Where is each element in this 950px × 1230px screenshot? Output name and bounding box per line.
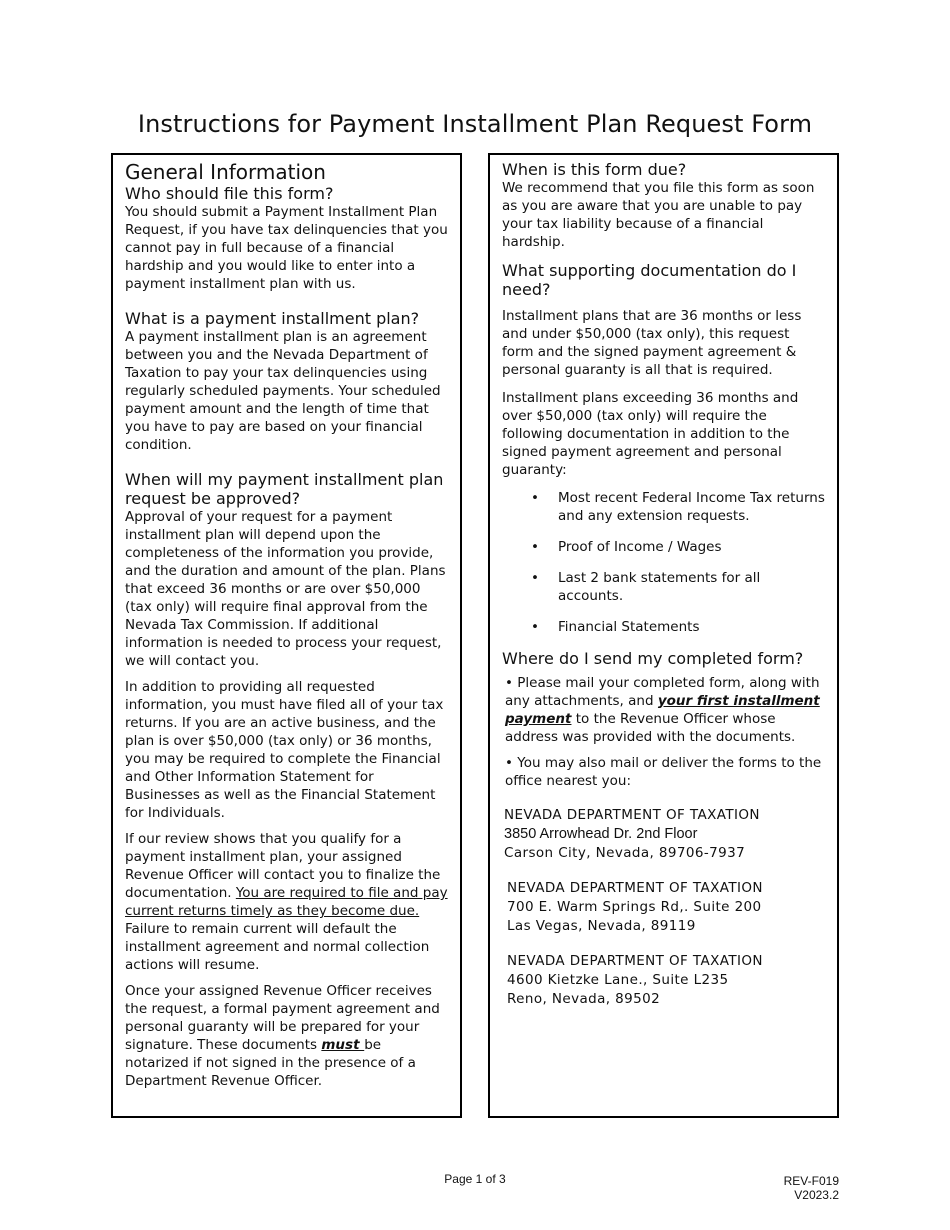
when-due-heading: When is this form due?: [502, 160, 687, 179]
general-information-heading: General Information: [125, 160, 326, 184]
small-plans-text: Installment plans that are 36 months or less and under $50,000 (tax only), this request form and the signed payment agreement & personal guaranty is all that is required.: [502, 308, 802, 378]
deliver-instructions-text: • You may also mail or deliver the forms to the office nearest you:: [505, 755, 822, 789]
large-plans-text: Installment plans exceeding 36 months and over $50,000 (tax only) will require the following documentation in addition to the signed payment agreement and personal guaranty:: [502, 390, 799, 478]
what-is-plan-text: A payment installment plan is an agreement between you and the Nevada Department of Taxation to pay your tax delinquencies using regularly scheduled payments. Your scheduled payment amount and the length of time that you have to pay are based on your financial condition.: [125, 329, 441, 453]
who-should-file-text: You should submit a Payment Installment Plan Request, if you have tax delinquencies that you cannot pay in full because of a financial hardship and you would like to enter into a payment installment plan with us.: [125, 204, 448, 292]
office-city: Las Vegas, Nevada, 89119: [507, 918, 696, 934]
office-city: Reno, Nevada, 89502: [507, 991, 661, 1007]
where-send-heading: Where do I send my completed form?: [502, 649, 804, 668]
office-street: 3850 Arrowhead Dr. 2nd Floor: [504, 826, 698, 842]
who-should-file-heading: Who should file this form?: [125, 184, 334, 203]
when-approved-heading: When will my payment installment plan request be approved?: [125, 470, 444, 508]
list-item: • Financial Statements: [502, 618, 825, 636]
office-street: 4600 Kietzke Lane., Suite L235: [507, 972, 729, 988]
office-address-carson-city: [502, 806, 825, 863]
what-is-plan-heading: What is a payment installment plan?: [125, 309, 420, 328]
office-address-reno: [502, 952, 825, 1009]
office-street: 700 E. Warm Springs Rd,. Suite 200: [507, 899, 762, 915]
office-address-las-vegas: [502, 879, 825, 936]
page-title: Instructions for Payment Installment Plan Request Form: [137, 110, 813, 138]
file-timely-requirement: You are required to file and pay current returns timely as they become due.: [125, 885, 448, 919]
form-code: REV-F019: [783, 1174, 839, 1188]
office-name: NEVADA DEPARTMENT OF TAXATION: [507, 880, 763, 896]
form-version: V2023.2: [794, 1188, 839, 1202]
first-payment-emphasis: your first installment payment: [505, 693, 820, 727]
list-item: • Last 2 bank statements for all accounts.: [502, 569, 825, 605]
mail-instructions-text: • Please mail your completed form, along with any attachments, and your first installment payment to the Revenue Officer whose address was provided with the documents.: [505, 675, 820, 745]
required-documents-list: [502, 489, 825, 636]
list-item: • Most recent Federal Income Tax returns and any extension requests.: [502, 489, 825, 525]
form-code-block: [784, 1174, 839, 1202]
notarization-text: Once your assigned Revenue Officer receives the request, a formal payment agreement and personal guaranty will be prepared for your signature. These documents must be notarized if not signed in the presence of a Department Revenue Officer.: [125, 983, 440, 1089]
qualify-review-text: If our review shows that you qualify for a payment installment plan, your assigned Revenue Officer will contact you to finalize the documentation. You are required to file and pay current returns timely as they become due. Failure to remain current will default the installment agreement and normal collection actions will resume.: [125, 831, 448, 973]
list-item: • Proof of Income / Wages: [502, 538, 825, 556]
must-emphasis: must: [321, 1037, 365, 1053]
additional-requirements-text: In addition to providing all requested information, you must have filed all of your tax returns. If you are an active business, and the plan is over $50,000 (tax only) or 36 months, you may be required to complete the Financial and Other Information Statement for Businesses as well as the Financial Statement for Individuals.: [125, 679, 444, 821]
filing-details-panel: [488, 153, 839, 1118]
when-due-text: We recommend that you file this form as soon as you are aware that you are unable to pay your tax liability because of a financial hardship.: [502, 180, 815, 250]
page-number: Page 1 of 3: [444, 1172, 506, 1186]
when-approved-text: Approval of your request for a payment installment plan will depend upon the completeness of the information you provide, and the duration and amount of the plan. Plans that exceed 36 months or are over $50,000 (tax only) will require final approval from the Nevada Tax Commission. If additional information is needed to process your request, we will contact you.: [125, 509, 446, 669]
office-city: Carson City, Nevada, 89706-7937: [504, 845, 746, 861]
office-name: NEVADA DEPARTMENT OF TAXATION: [504, 807, 760, 823]
supporting-docs-heading: What supporting documentation do I need?: [502, 261, 797, 299]
office-name: NEVADA DEPARTMENT OF TAXATION: [507, 953, 763, 969]
general-information-panel: [111, 153, 462, 1118]
